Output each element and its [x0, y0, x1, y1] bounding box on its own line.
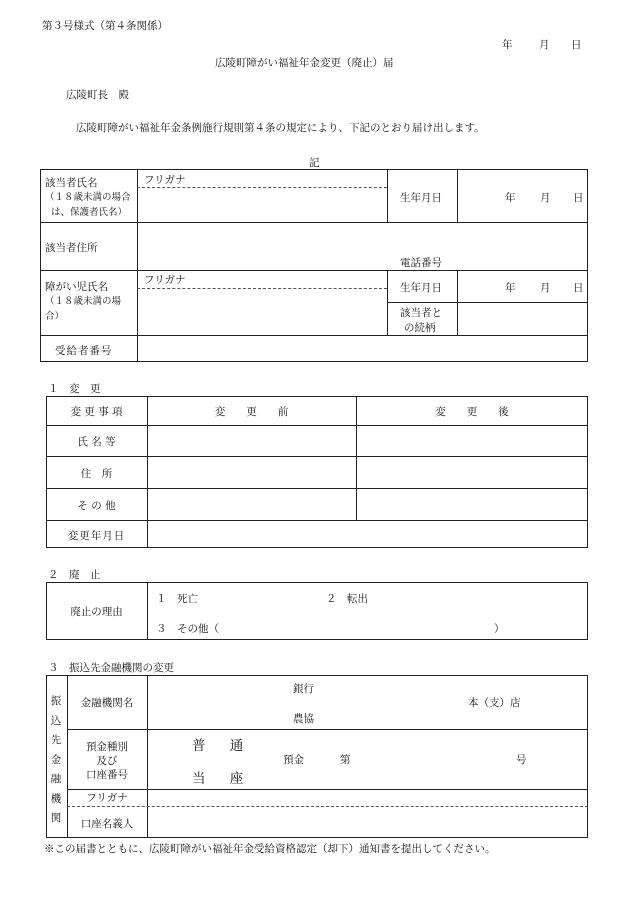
- child-name-note-1: （１８歳未満の場: [45, 296, 122, 307]
- change-heading: １ 変 更: [48, 383, 101, 395]
- deposit-type-label-1: 預金種別: [86, 741, 128, 753]
- child-name-label: 障がい児氏名: [45, 281, 108, 293]
- applicant-birth-year: 年: [505, 192, 516, 204]
- futsu-option: 普 通: [192, 738, 254, 754]
- applicant-name-label: 該当者氏名: [45, 177, 98, 189]
- change-col-before: 変 更 前: [214, 406, 289, 418]
- date-month: 月: [539, 39, 550, 51]
- toza-option: 当 座: [192, 771, 254, 787]
- number-suffix-label: 号: [516, 754, 527, 766]
- holder-furigana-label: フリガナ: [86, 792, 128, 804]
- applicant-furigana-label: フリガナ: [144, 174, 186, 186]
- change-col-item: 変 更 事 項: [70, 406, 123, 418]
- abolition-reason-label: 廃止の理由: [70, 606, 123, 618]
- child-birth-label: 生年月日: [400, 282, 442, 294]
- bank-heading: ３ 振込先金融機関の変更: [48, 662, 174, 674]
- bank-side-label: 振 込 先 金 融 機 関: [50, 695, 62, 824]
- applicant-name-note-2: は、保護者氏名）: [51, 207, 128, 218]
- deposit-type-label-2: 及び: [96, 755, 118, 767]
- relation-label-1: 該当者と: [400, 307, 442, 319]
- date-day: 日: [571, 39, 582, 51]
- ki-label: 記: [309, 157, 320, 169]
- applicant-birth-month: 月: [540, 192, 551, 204]
- account-holder-label: 口座名義人: [80, 818, 134, 830]
- child-furigana-label: フリガナ: [144, 274, 186, 286]
- child-birth-year: 年: [505, 282, 516, 294]
- change-row-date: 変更年月日: [67, 530, 126, 542]
- change-row-address: 住 所: [80, 468, 113, 480]
- intro-text: 広陵町障がい福祉年金条例施行規則第４条の規定により、下記のとおり届け出します。: [76, 122, 485, 134]
- applicant-name-note-1: （１８歳未満の場合: [45, 192, 131, 203]
- recipient-number-label: 受給者番号: [55, 345, 113, 357]
- institution-label: 金融機関名: [80, 697, 134, 709]
- agri-coop-label: 農協: [293, 713, 314, 725]
- number-prefix-label: 第: [340, 754, 351, 766]
- bank-label: 銀行: [293, 683, 314, 695]
- relation-label-2: の続柄: [404, 322, 436, 334]
- addressee: 広陵町長 殿: [66, 89, 129, 101]
- abolition-option-other-close: ）: [494, 623, 505, 635]
- deposit-label: 預金: [283, 754, 304, 766]
- abolition-option-death: １ 死亡: [156, 593, 198, 605]
- form-number: 第３号様式（第４条関係）: [42, 20, 168, 32]
- abolition-option-other: ３ その他（: [156, 623, 219, 635]
- deposit-type-label-3: 口座番号: [86, 769, 128, 781]
- applicant-address-label: 該当者住所: [45, 242, 98, 254]
- abolition-option-moveout: ２ 転出: [326, 593, 368, 605]
- change-row-name: 氏 名 等: [77, 436, 116, 448]
- phone-label: 電話番号: [400, 257, 442, 269]
- applicant-birth-label: 生年月日: [400, 192, 442, 204]
- footer-note: ※この届書とともに、広陵町障がい福祉年金受給資格認定（却下）通知書を提出してください。: [44, 843, 496, 855]
- child-name-note-2: 合）: [45, 311, 65, 322]
- change-col-after: 変 更 後: [435, 406, 509, 418]
- child-birth-month: 月: [540, 282, 551, 294]
- date-year: 年: [502, 39, 513, 51]
- applicant-birth-day: 日: [573, 192, 584, 204]
- abolition-heading: ２ 廃 止: [48, 569, 101, 581]
- form-title: 広陵町障がい福祉年金変更（廃止）届: [215, 57, 394, 69]
- branch-label: 本（支）店: [468, 697, 521, 709]
- change-row-other: そ の 他: [77, 500, 116, 512]
- child-birth-day: 日: [573, 282, 584, 294]
